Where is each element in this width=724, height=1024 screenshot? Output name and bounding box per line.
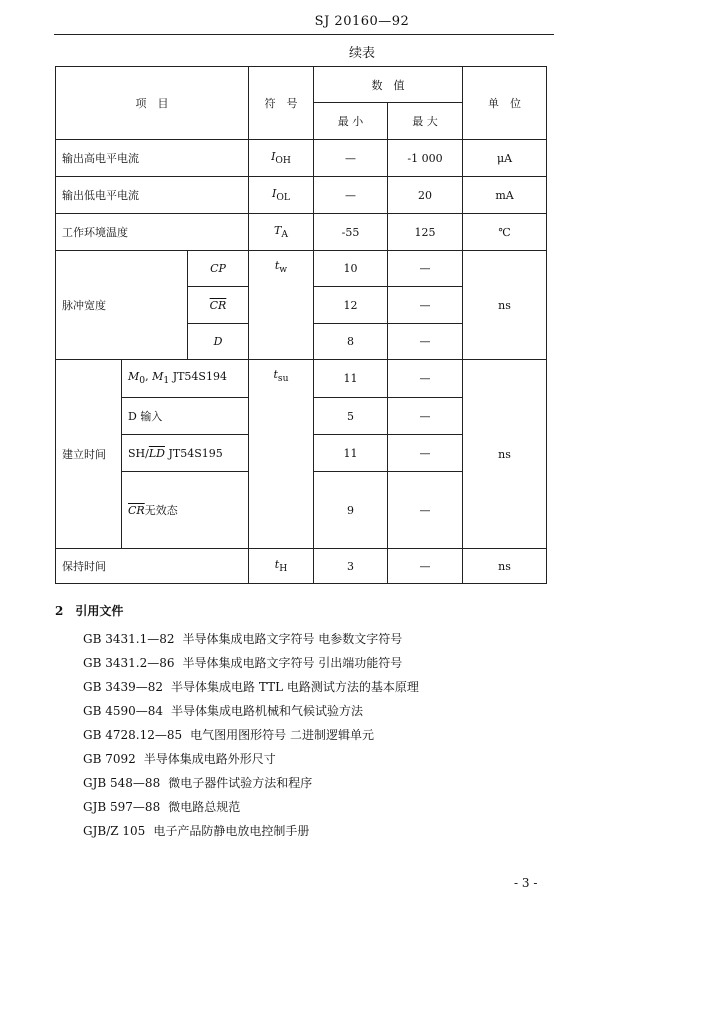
reference-title: 半导体集成电路外形尺寸 — [143, 752, 276, 766]
reference-title: 半导体集成电路机械和气候试验方法 — [171, 704, 364, 718]
list-item — [83, 726, 419, 750]
row-min: 3 — [314, 549, 388, 584]
header-value: 数 值 — [314, 67, 463, 103]
row-min: 11 — [314, 360, 388, 398]
reference-title: 半导体集成电路文字符号 电参数文字符号 — [182, 632, 403, 646]
list-item — [83, 702, 419, 726]
reference-code: GB 4728.12—85 — [83, 728, 183, 742]
row-item: 输出高电平电流 — [56, 140, 249, 177]
row-symbol: $I_{OH}$ — [249, 140, 314, 177]
row-unit: mA — [463, 177, 547, 214]
row-min: 5 — [314, 398, 388, 435]
row-min: 8 — [314, 324, 388, 360]
setup-cond: $\overline{CR}$无效态 — [122, 472, 249, 549]
row-unit: ℃ — [463, 214, 547, 251]
reference-code: GJB/Z 105 — [83, 824, 146, 838]
pulse-cond: D — [188, 324, 249, 360]
reference-title: 电子产品防静电放电控制手册 — [153, 824, 310, 838]
row-min: 12 — [314, 287, 388, 324]
row-item: 保持时间 — [56, 549, 249, 584]
list-item — [83, 822, 419, 846]
row-symbol: $t_H$ — [249, 549, 314, 584]
setup-symbol: $t_{su}$ — [249, 360, 314, 549]
row-unit: ns — [463, 549, 547, 584]
row-symbol: $I_{OL}$ — [249, 177, 314, 214]
spec-table — [55, 66, 547, 584]
row-min: — — [314, 140, 388, 177]
table-row — [56, 140, 547, 177]
table-row — [56, 360, 547, 398]
reference-code: GB 3431.1—82 — [83, 632, 175, 646]
reference-code: GB 3439—82 — [83, 680, 164, 694]
row-max: -1 000 — [388, 140, 463, 177]
row-min: -55 — [314, 214, 388, 251]
row-max: — — [388, 287, 463, 324]
header-unit: 单 位 — [463, 67, 547, 140]
reference-title: 半导体集成电路 TTL 电路测试方法的基本原理 — [171, 680, 419, 694]
row-max: — — [388, 398, 463, 435]
reference-title: 电气图用图形符号 二进制逻辑单元 — [190, 728, 374, 742]
section-heading: 2 引用文件 — [55, 604, 124, 618]
setup-cond: D 输入 — [122, 398, 249, 435]
setup-cond: $M_0$, $M_1$ JT54S194 — [122, 360, 249, 398]
header-min: 最 小 — [314, 103, 388, 140]
header-max: 最 大 — [388, 103, 463, 140]
reference-code: GB 4590—84 — [83, 704, 164, 718]
table-row — [56, 549, 547, 584]
row-item: 输出低电平电流 — [56, 177, 249, 214]
row-max: — — [388, 251, 463, 287]
row-max: 20 — [388, 177, 463, 214]
list-item — [83, 654, 419, 678]
row-symbol: $T_A$ — [249, 214, 314, 251]
row-max: — — [388, 549, 463, 584]
table-row — [56, 177, 547, 214]
row-unit: μA — [463, 140, 547, 177]
reference-list — [83, 630, 419, 846]
header-symbol: 符 号 — [249, 67, 314, 140]
row-min: — — [314, 177, 388, 214]
header-item: 项 目 — [56, 67, 249, 140]
table-row — [56, 214, 547, 251]
row-max: — — [388, 324, 463, 360]
row-min: 9 — [314, 472, 388, 549]
pulse-cond: CP — [188, 251, 249, 287]
list-item — [83, 774, 419, 798]
header-row — [56, 67, 547, 103]
list-item — [83, 678, 419, 702]
row-max: — — [388, 435, 463, 472]
reference-title: 半导体集成电路文字符号 引出端功能符号 — [182, 656, 403, 670]
row-item: 工作环境温度 — [56, 214, 249, 251]
reference-code: GJB 597—88 — [83, 800, 161, 814]
setup-unit: ns — [463, 360, 547, 549]
row-max: — — [388, 360, 463, 398]
header-rule — [54, 34, 554, 35]
reference-title: 微电子器件试验方法和程序 — [168, 776, 313, 790]
pulse-cond: $\overline{CR}$ — [188, 287, 249, 324]
reference-code: GB 7092 — [83, 752, 136, 766]
reference-code: GB 3431.2—86 — [83, 656, 175, 670]
pulse-symbol: $t_w$ — [249, 251, 314, 360]
list-item — [83, 798, 419, 822]
row-min: 10 — [314, 251, 388, 287]
row-min: 11 — [314, 435, 388, 472]
reference-code: GJB 548—88 — [83, 776, 161, 790]
table-row — [56, 251, 547, 287]
setup-cond: $SH/\overline{LD}$ JT54S195 — [122, 435, 249, 472]
list-item — [83, 630, 419, 654]
row-max: 125 — [388, 214, 463, 251]
pulse-unit: ns — [463, 251, 547, 360]
list-item — [83, 750, 419, 774]
continued-label: 续表 — [348, 46, 375, 61]
reference-title: 微电路总规范 — [168, 800, 241, 814]
document-code: SJ 20160—92 — [314, 14, 410, 29]
setup-label: 建立时间 — [56, 360, 122, 549]
pulse-label: 脉冲宽度 — [56, 251, 188, 360]
row-max: — — [388, 472, 463, 549]
page-number: - 3 - — [514, 876, 538, 890]
